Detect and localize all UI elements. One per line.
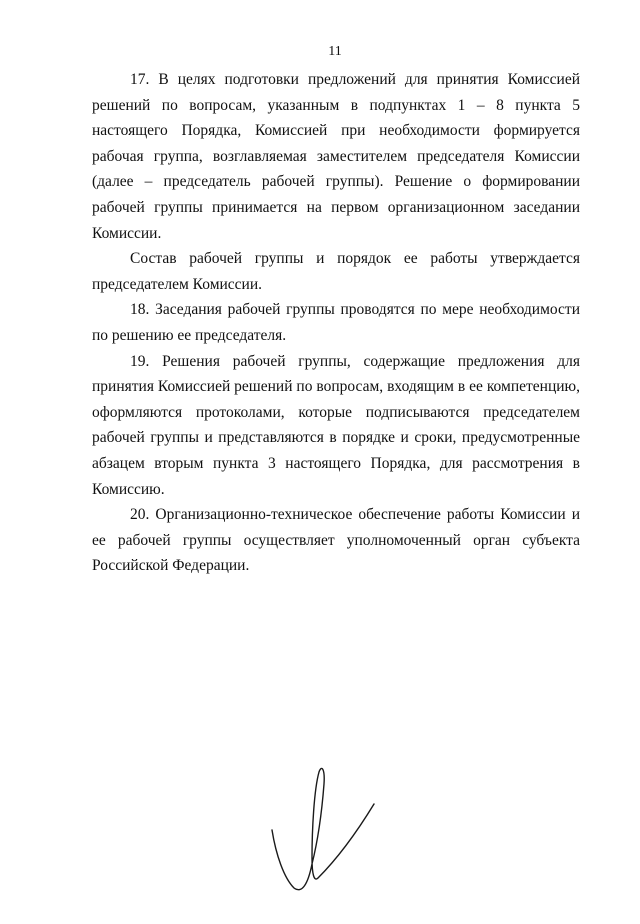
paragraph-20: 20. Организационно-техническое обеспечение работы Комиссии и ее рабочей группы осуществляет уполномоченный орган субъекта Российской Федерации. [92, 506, 580, 575]
paragraph-19: 19. Решения рабочей группы, содержащие предложения для принятия Комиссией решений по вопросам, входящим в ее компетенцию, оформляются протоколами, которые подписываются председателем рабочей группы и представляются в порядке и сроки, предусмотренные абзацем вторым пункта 3 настоящего Порядка, для рассмотрения в Комиссию. [92, 352, 580, 498]
paragraph-17-composition: Состав рабочей группы и порядок ее работы утверждается председателем Комиссии. [92, 250, 580, 293]
paragraph-18: 18. Заседания рабочей группы проводятся по мере необходимости по решению ее председателя. [92, 301, 580, 344]
document-body [92, 67, 580, 579]
handwritten-signature [262, 760, 392, 900]
page-number: 11 [328, 44, 342, 59]
paragraph-17: 17. В целях подготовки предложений для принятия Комиссией решений по вопросам, указанным в подпунктах 1 – 8 пункта 5 настоящего Порядка, Комиссией при необходимости формируется рабочая группа, возглавляемая заместителем председателя Комиссии (далее – председатель рабочей группы). Решение о формировании рабочей группы принимается на первом организационном заседании Комиссии. [92, 71, 580, 242]
signature-stroke [272, 768, 374, 889]
